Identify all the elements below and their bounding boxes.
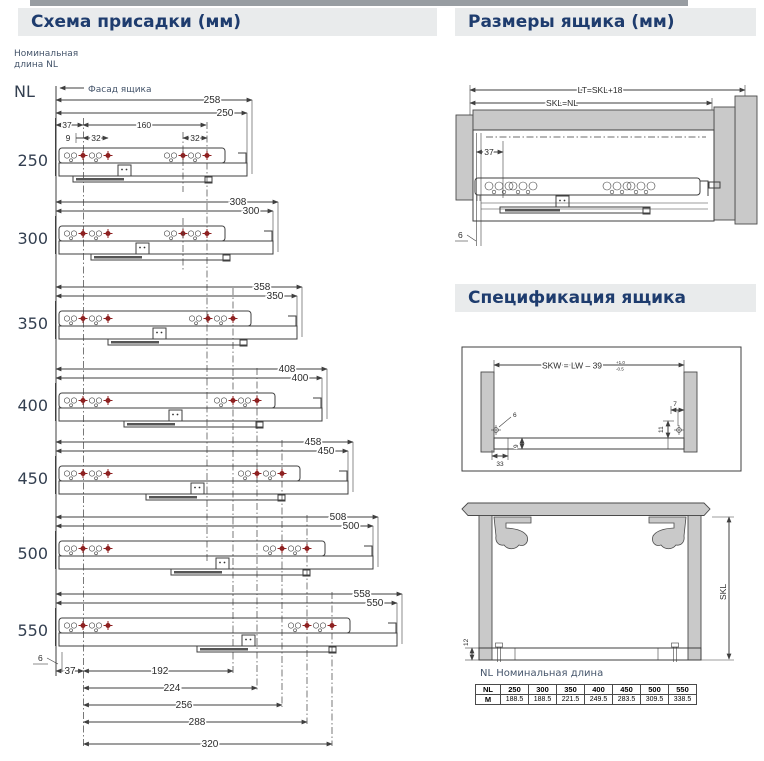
dim-label: 300	[242, 206, 260, 217]
table-cell: 188.5	[501, 695, 529, 705]
hook-left	[494, 517, 531, 549]
table-cell: 188.5	[529, 695, 557, 705]
dim-label: 408	[278, 364, 296, 375]
scheme-row-550	[17, 589, 402, 653]
dim-label: 6	[513, 412, 517, 419]
table-cell: 350	[557, 685, 585, 695]
dim-label: 250	[216, 108, 234, 119]
dim-label: 258	[203, 95, 221, 106]
dim-label: 256	[175, 700, 193, 711]
dim-label: 550	[366, 598, 384, 609]
cabinet-front-wall	[456, 115, 473, 200]
dim-label: 37	[64, 666, 76, 677]
dim-label: 558	[353, 589, 371, 600]
nominal-length-caption-line2: длина NL	[14, 60, 58, 70]
scheme-row-250	[17, 95, 252, 192]
front-post-left	[479, 516, 492, 661]
dim-label: 6	[458, 230, 463, 240]
dim-label: SKL=NL	[546, 98, 578, 108]
table-row-m	[476, 695, 697, 705]
dim-label: 11	[658, 426, 665, 433]
tolerance-lower: -0.5	[616, 366, 624, 372]
hook-right	[649, 517, 686, 549]
hole-axis-lines	[84, 118, 333, 747]
nominal-length-caption-line1: Номинальная	[14, 49, 79, 59]
table-cell: 400	[585, 685, 613, 695]
row-label: 500	[17, 544, 48, 563]
table-cell: 550	[669, 685, 697, 695]
row-label: 450	[17, 469, 48, 488]
cabinet-top-panel	[473, 110, 714, 130]
table-cell: 249.5	[585, 695, 613, 705]
dim-label: 450	[317, 446, 335, 457]
dim-label: 400	[291, 373, 309, 384]
facade-label: Фасад ящика	[88, 85, 152, 95]
table-cell: 300	[529, 685, 557, 695]
dim-label: 308	[229, 197, 247, 208]
bottom-strip	[479, 648, 701, 660]
row-label: 350	[17, 314, 48, 333]
dim-label: SKW = LW – 39	[541, 360, 603, 371]
table-cell: M	[476, 695, 501, 705]
dim-label: 9	[513, 444, 520, 448]
table-cell: 309.5	[641, 695, 669, 705]
dim-label: 350	[266, 291, 284, 302]
table-cell: 450	[613, 685, 641, 695]
dim-label: 12	[463, 638, 470, 646]
drawer-spec-top-view	[462, 347, 741, 471]
drawer-side-panel-left	[481, 372, 494, 452]
drawer-side-panel-right	[684, 372, 697, 452]
dim-label: 458	[304, 437, 322, 448]
table-row-nl	[476, 685, 697, 695]
row-label: 400	[17, 396, 48, 415]
cabinet-back-panel	[735, 96, 757, 224]
scheme-row-450	[17, 437, 353, 501]
dim-label: 9	[65, 133, 71, 143]
dim-label: 32	[91, 133, 101, 143]
dim-label: LT=SKL+18	[577, 85, 623, 95]
drawer-front-view	[462, 503, 734, 662]
table-cell: NL	[476, 685, 501, 695]
nl-axis-label: NL	[14, 82, 35, 101]
dim-label: 358	[253, 282, 271, 293]
row-label: 550	[17, 621, 48, 640]
dim-label: 32	[190, 133, 200, 143]
tolerance-upper: +1.0	[616, 360, 625, 365]
dim-label: 500	[342, 521, 360, 532]
drilling-scheme-figure	[14, 49, 402, 750]
bottom-dimensions	[33, 652, 332, 750]
table-cell: 338.5	[669, 695, 697, 705]
nl-specification-table	[475, 684, 697, 705]
section-header-drilling-scheme: Схема присадки (мм)	[18, 8, 437, 36]
drawer-top-rail	[462, 503, 710, 516]
scheme-row-350	[17, 282, 302, 346]
dim-label: 224	[163, 683, 181, 694]
table-cell: 500	[641, 685, 669, 695]
table-cell: 221.5	[557, 695, 585, 705]
dim-label: 508	[329, 512, 347, 523]
row-label: 300	[17, 229, 48, 248]
scheme-row-500	[17, 512, 378, 576]
table-note: NL Номинальная длина	[480, 668, 604, 679]
dim-label: 7	[673, 401, 677, 408]
dim-label: 37	[484, 147, 494, 157]
dim-label: 160	[136, 120, 152, 130]
row-label: 250	[17, 151, 48, 170]
drawer-dimensions-figure	[455, 85, 757, 246]
dim-label: 192	[151, 666, 169, 677]
dim-label: 320	[201, 739, 219, 750]
dim-label: 6	[38, 653, 43, 663]
scheme-row-300	[17, 197, 278, 270]
dim-label: 288	[188, 717, 206, 728]
section-header-drawer-dimensions: Размеры ящика (мм)	[455, 8, 756, 36]
table-cell: 250	[501, 685, 529, 695]
dim-label: 33	[496, 461, 504, 468]
section-header-drawer-specification: Спецификация ящика	[455, 284, 756, 312]
front-post-right	[688, 516, 701, 661]
table-cell: 283.5	[613, 695, 641, 705]
dim-label: 37	[62, 120, 72, 130]
dim-label: SKL	[718, 583, 728, 600]
scheme-row-400	[17, 364, 327, 428]
cabinet-rear-wall	[714, 107, 735, 220]
